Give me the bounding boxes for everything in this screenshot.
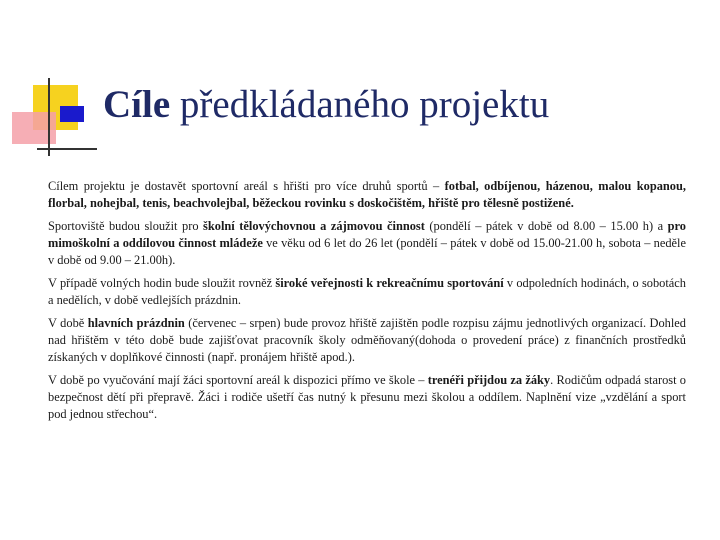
body-paragraph: [48, 315, 686, 366]
emphasized-text: pro mimoškolní a oddílovou činnost mládeže: [48, 219, 687, 250]
slide-title-rest: předkládaného projektu: [170, 83, 550, 126]
body-paragraph: [48, 275, 686, 309]
body-paragraph: [48, 372, 686, 423]
paragraph-text: V době po vyučování mají žáci sportovní areál k dispozici přímo ve škole –: [48, 373, 428, 387]
slide-title: [103, 84, 549, 127]
paragraph-text: (pondělí – pátek v době od 8.00 – 15.00 h) a: [424, 219, 668, 233]
paragraph-text: Cílem projektu je dostavět sportovní areál s hřišti pro více druhů sportů –: [48, 179, 445, 193]
paragraph-text: . Rodičům odpadá starost o bezpečnost dětí při přepravě. Žáci i rodiče ušetří čas nutný k přesunu mezi školou a oddílem. Naplnění vize „vzdělání a sport pod jednou střechou“.: [48, 373, 686, 421]
decorative-blue-square: [60, 106, 84, 122]
paragraph-text: Sportoviště budou sloužit pro: [48, 219, 204, 233]
decorative-horizontal-line: [37, 148, 97, 150]
slide-title-bold: Cíle: [103, 83, 171, 126]
paragraph-text: v odpoledních hodinách, o sobotách a nedělích, v době vedlejších prázdnin.: [48, 276, 686, 307]
emphasized-text: fotbal, odbíjenou, házenou, malou kopanou, florbal, nohejbal, tenis, beachvolejbal, běžeckou rovinku s doskočištěm, hřiště pro tělesně postižené.: [48, 179, 686, 210]
paragraph-text: V době: [48, 316, 88, 330]
emphasized-text: trenéři přijdou za žáky: [427, 373, 551, 387]
paragraph-text: ve věku od 6 let do 26 let (pondělí – pátek v době od 15.00-21.00 h, sobota – neděle v době od 9.00 – 21.00h).: [48, 236, 687, 267]
decorative-vertical-line: [48, 78, 50, 156]
emphasized-text: široké veřejnosti k rekreačnímu sportování: [275, 276, 504, 290]
body-paragraph: [48, 178, 686, 212]
slide-body: [48, 178, 686, 429]
paragraph-text: V případě volných hodin bude sloužit rovněž: [48, 276, 276, 290]
paragraph-text: (červenec – srpen) bude provoz hřiště zajištěn podle rozpisu zájmu jednotlivých organizací. Dohled nad hřištěm v této době bude zajišťovat pracovník školy odměňovaný(dohoda o provedení práce) z finančních prostředků získaných v doplňkové činnosti (např. pronájem hřiště apod.).: [48, 316, 686, 364]
body-paragraph: [48, 218, 686, 269]
emphasized-text: školní tělovýchovnou a zájmovou činnost: [203, 219, 425, 233]
emphasized-text: hlavních prázdnin: [87, 316, 185, 330]
